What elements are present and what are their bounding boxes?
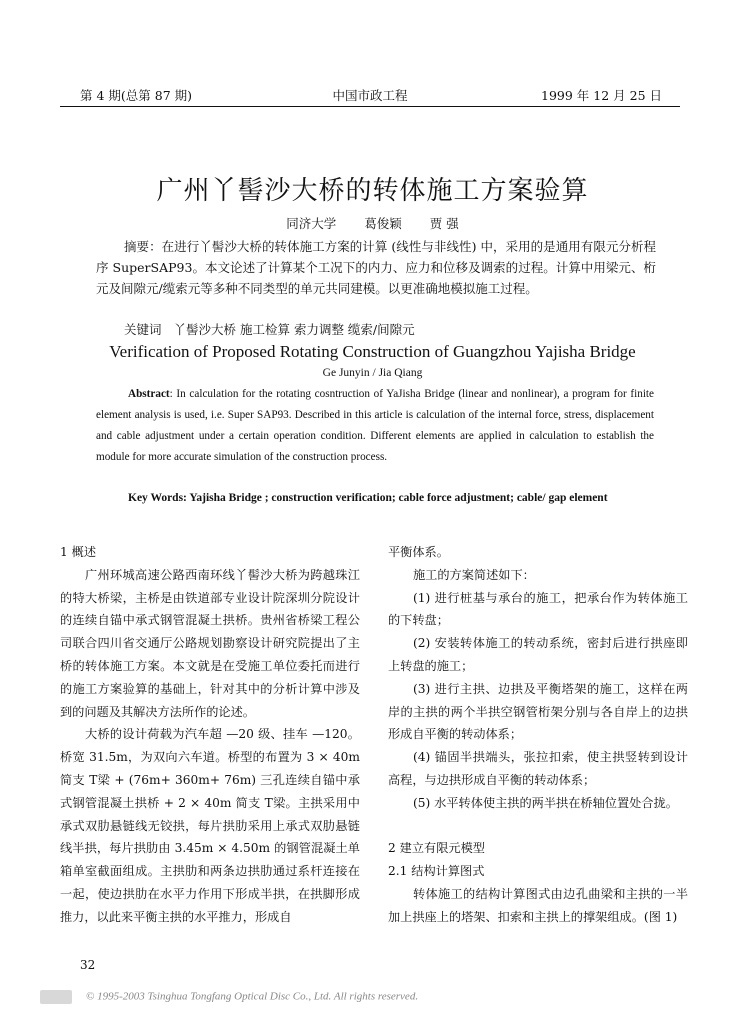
step-1: (1) 进行桩基与承台的施工，把承台作为转体施工的下转盘； [388, 590, 688, 628]
author-line [0, 214, 745, 232]
paragraph: 大桥的设计荷载为汽车超 —20 级、挂车 —120。桥宽 31.5m，为双向六车道。桥型的布置为 3 × 40m 简支 T梁 + (76m+ 360m+ 76m) 三孔连续自锚中承式钢管混凝土拱桥 + 2 × 40m 简支 T梁。主拱采用中承式双肋悬链线无铰拱，每片拱肋采用上承式双肋悬链线半拱，每片拱肋由 3.45m × 4.50m 的钢管混凝土单箱单室截面组成。主拱肋和两条边拱肋通过系杆连接在一起，使边拱肋在水平力作用下形成半拱，在拱脚形成推力，以此来平衡主拱的水平推力，形成自 [60, 727, 360, 924]
section-1-heading: 1 概述 [60, 545, 97, 559]
abstract-en-label: Abstract [128, 388, 170, 400]
copyright-text: © 1995-2003 Tsinghua Tongfang Optical Disc Co., Ltd. All rights reserved. [86, 990, 419, 1003]
keywords-cn-label: 关键词 [124, 322, 162, 337]
keywords-cn [124, 320, 415, 338]
paragraph: 施工的方案简述如下： [413, 567, 535, 582]
page-number: 32 [80, 958, 96, 972]
step-2: (2) 安装转体施工的转动系统，密封后进行拱座即上转盘的施工； [388, 636, 688, 673]
paragraph-continuation: 平衡体系。 [388, 545, 449, 559]
paragraph: 转体施工的结构计算图式由边孔曲梁和主拱的一半加上拱座上的塔架、扣索和主拱上的撑架组成。(图 1) [388, 886, 688, 924]
copyright-footer [40, 990, 418, 1004]
authors-en: Ge Junyin / Jia Qiang [322, 367, 423, 379]
section-2-heading: 2 建立有限元模型 [388, 841, 485, 856]
body-column-left [60, 541, 360, 929]
running-header [60, 86, 680, 107]
paragraph: 广州环城高速公路西南环线丫髻沙大桥为跨越珠江的特大桥梁，主桥是由铁道部专业设计院深圳分院设计的连续自锚中承式钢管混凝土拱桥。贵州省桥梁工程公司联合四川省交通厅公路规划勘察设计研究院提出了主桥的转体施工方案。本文就是在受施工单位委托而进行的施工方案验算的基础上，针对其中的分析计算中涉及到的问题及其解决方法所作的论述。 [60, 567, 360, 719]
issue-date: 1999 年 12 月 25 日 [541, 88, 662, 103]
publisher-logo-icon [40, 990, 72, 1004]
affiliation: 同济大学 [286, 216, 337, 231]
paper-title: 广州丫髻沙大桥的转体施工方案验算 [156, 176, 589, 206]
issue-label: 第 4 期(总第 87 期) [80, 88, 193, 103]
body-column-right [388, 541, 688, 929]
step-5: (5) 水平转体使主拱的两半拱在桥轴位置处合拢。 [413, 795, 678, 810]
abstract-en [96, 384, 654, 468]
subsection-2-1-heading: 2.1 结构计算图式 [388, 864, 485, 879]
keywords-cn-text: 丫髻沙大桥 施工检算 索力调整 缆索/间隙元 [173, 322, 415, 337]
paper-title-en: Verification of Proposed Rotating Construction of Guangzhou Yajisha Bridge [109, 342, 636, 361]
author-2: 贾 强 [429, 216, 459, 231]
keywords-en: Key Words: Yajisha Bridge ; construction verification; cable force adjustment; cable/ gap element [128, 492, 608, 504]
abstract-cn: 摘要：在进行丫髻沙大桥的转体施工方案的计算 (线性与非线性) 中，采用的是通用有限元分析程序 SuperSAP93。本文论述了计算某个工况下的内力、应力和位移及调索的过程。计算中用梁元、桁元及间隙元/缆索元等多种不同类型的单元共同建模。以更准确地模拟施工过程。 [96, 239, 656, 296]
journal-name: 中国市政工程 [332, 88, 408, 103]
step-3: (3) 进行主拱、边拱及平衡塔架的施工，这样在两岸的主拱的两个半拱空钢管桁架分别与各自岸上的边拱形成自平衡的转动体系； [388, 681, 688, 742]
abstract-en-text: : In calculation for the rotating cosntruction of YaJisha Bridge (linear and nonlinear), a program for finite element analysis is used, i.e. Super SAP93. Described in this article is calculation of the internal force, stress, displacement and cable adjustment under a certain operation condition. Different elements are applied in calculation to establish the module for more accurate simulation of the construction process. [96, 388, 654, 463]
author-1: 葛俊颖 [364, 216, 402, 231]
step-4: (4) 锚固半拱端头，张拉扣索，使主拱竖转到设计高程，与边拱形成自平衡的转动体系； [388, 750, 688, 787]
